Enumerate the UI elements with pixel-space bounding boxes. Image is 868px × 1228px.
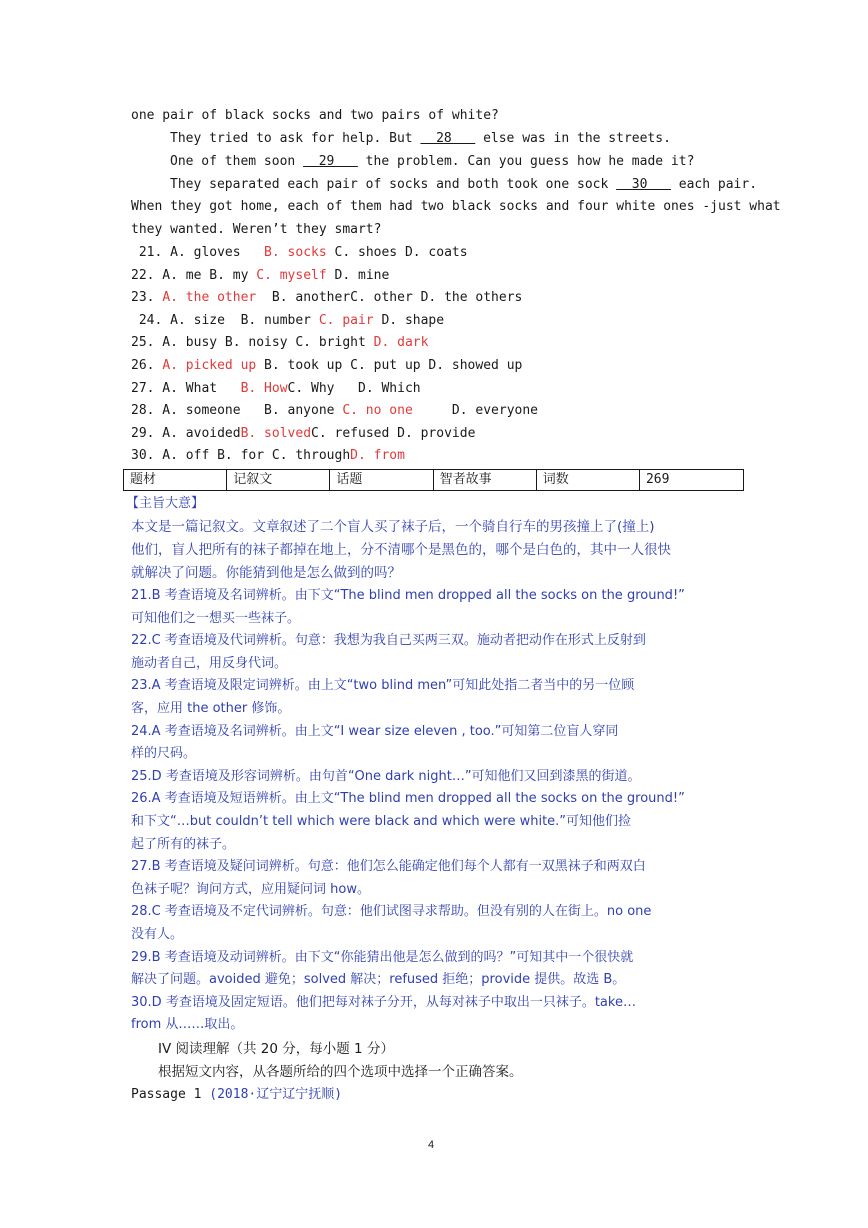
explanation-line: 29.B 考查语境及动词辨析。由下文“你能猜出他是怎么做到的吗？”可知其中一个很快就 — [131, 949, 634, 965]
correct-answer: C. no one — [342, 403, 413, 419]
blank-28: 28 — [420, 131, 476, 146]
explanation-line: 解决了问题。avoided 避免；solved 解决；refused 拒绝；provide 提供。故选 B。 — [131, 972, 626, 988]
table-cell: 话题 — [330, 470, 433, 491]
passage-heading: Passage 1 (2018·辽宁辽宁抚顺) — [131, 1087, 343, 1102]
summary-line: 本文是一篇记叙文。文章叙述了二个盲人买了袜子后，一个骑自行车的男孩撞上了(撞上) — [131, 519, 655, 535]
section-title: IV 阅读理解（共 20 分，每小题 1 分） — [158, 1041, 394, 1057]
option-line: 23. A. the other B. anotherC. other D. the others — [131, 290, 523, 306]
table-cell: 269 — [639, 470, 743, 491]
correct-answer: D. dark — [373, 335, 429, 351]
explanation-line: 30.D 考查语境及固定短语。他们把每对袜子分开，从每对袜子中取出一只袜子。take… — [131, 994, 636, 1010]
explanation-line: from 从……取出。 — [131, 1017, 244, 1033]
explanation-line: 26.A 考查语境及短语辨析。由上文“The blind men dropped all the socks on the ground!” — [131, 791, 685, 807]
explanation-line: 21.B 考查语境及名词辨析。由下文“The blind men dropped all the socks on the ground!” — [131, 588, 685, 603]
explanation-line: 28.C 考查语境及不定代词辨析。句意：他们试图寻求帮助。但没有别的人在街上。no one — [131, 904, 652, 920]
option-line: 25. A. busy B. noisy C. bright D. dark — [131, 335, 429, 351]
table-cell: 词数 — [536, 470, 639, 491]
summary-line: 就解决了问题。你能猜到他是怎么做到的吗？ — [131, 565, 401, 581]
section-instruction: 根据短文内容，从各题所给的四个选项中选择一个正确答案。 — [158, 1064, 523, 1080]
explanation-line: 没有人。 — [131, 927, 184, 942]
explanation-line: 25.D 考查语境及形容词辨析。由句首“One dark night…”可知他们又回到漆黑的街道。 — [131, 768, 641, 784]
story-line: One of them soon 29 the problem. Can you guess how he made it? — [170, 151, 694, 173]
option-line: 26. A. picked up B. took up C. put up D. showed up — [131, 358, 523, 373]
summary-title: 【主旨大意】 — [126, 496, 205, 511]
story-line: they wanted. Weren’t they smart? — [131, 222, 382, 237]
correct-answer: A. picked up — [162, 358, 257, 373]
correct-answer: D. from — [350, 448, 405, 464]
correct-answer: B. How — [240, 380, 288, 396]
option-line: 24. A. size B. number C. pair D. shape — [131, 312, 445, 328]
correct-answer: C. myself — [256, 267, 327, 283]
info-table — [123, 469, 744, 491]
explanation-line: 可知他们之一想买一些袜子。 — [131, 610, 301, 626]
story-line: one pair of black socks and two pairs of white? — [131, 108, 499, 123]
correct-answer: A. the other — [162, 290, 257, 306]
option-line: 22. A. me B. my C. myself D. mine — [131, 267, 390, 283]
blank-30: 30 — [616, 177, 671, 192]
explanation-line: 样的尺码。 — [131, 746, 197, 762]
correct-answer: B. socks — [256, 245, 327, 260]
story-line: They separated each pair of socks and both took one sock 30 each pair. — [170, 174, 757, 196]
explanation-line: 和下文“…but couldn’t tell which were black and which were white.”可知他们捡 — [131, 814, 632, 829]
story-line: They tried to ask for help. But 28 else was in the streets. — [170, 128, 671, 150]
option-line: 21. A. gloves B. socks C. shoes D. coats — [131, 245, 468, 260]
blank-29: 29 — [303, 154, 358, 169]
explanation-line: 色袜子呢？询问方式，应用疑问词 how。 — [131, 881, 370, 897]
option-line: 27. A. What B. HowC. Why D. Which — [131, 380, 421, 396]
explanation-line: 施动者自己，用反身代词。 — [131, 655, 288, 671]
option-line: 29. A. avoidedB. solvedC. refused D. provide — [131, 425, 476, 441]
page-number: 4 — [428, 1139, 435, 1151]
explanation-line: 客，应用 the other 修饰。 — [131, 701, 291, 716]
explanation-line: 24.A 考查语境及名词辨析。由上文“I wear size eleven , too.”可知第二位盲人穿同 — [131, 723, 619, 739]
passage-source: (2018·辽宁辽宁抚顺) — [209, 1087, 343, 1102]
story-line: When they got home, each of them had two black socks and four white ones -just what — [131, 199, 781, 214]
summary-line: 他们，盲人把所有的袜子都掉在地上，分不清哪个是黑色的，哪个是白色的，其中一人很快 — [131, 542, 671, 558]
table-cell: 智者故事 — [433, 470, 536, 491]
correct-answer: C. pair — [318, 312, 374, 328]
explanation-line: 27.B 考查语境及疑问词辨析。句意：他们怎么能确定他们每个人都有一双黑袜子和两双白 — [131, 859, 646, 875]
correct-answer: B. solved — [240, 425, 312, 441]
table-cell: 记叙文 — [227, 470, 330, 491]
explanation-line: 23.A 考查语境及限定词辨析。由上文“two blind men”可知此处指二者当中的另一位顾 — [131, 678, 635, 694]
option-line: 30. A. off B. for C. throughD. from — [131, 448, 405, 464]
option-line: 28. A. someone B. anyone C. no one D. everyone — [131, 403, 539, 419]
explanation-line: 22.C 考查语境及代词辨析。句意：我想为我自己买两三双。施动者把动作在形式上反射到 — [131, 633, 646, 649]
explanation-line: 起了所有的袜子。 — [131, 836, 236, 852]
table-cell: 题材 — [124, 470, 227, 491]
